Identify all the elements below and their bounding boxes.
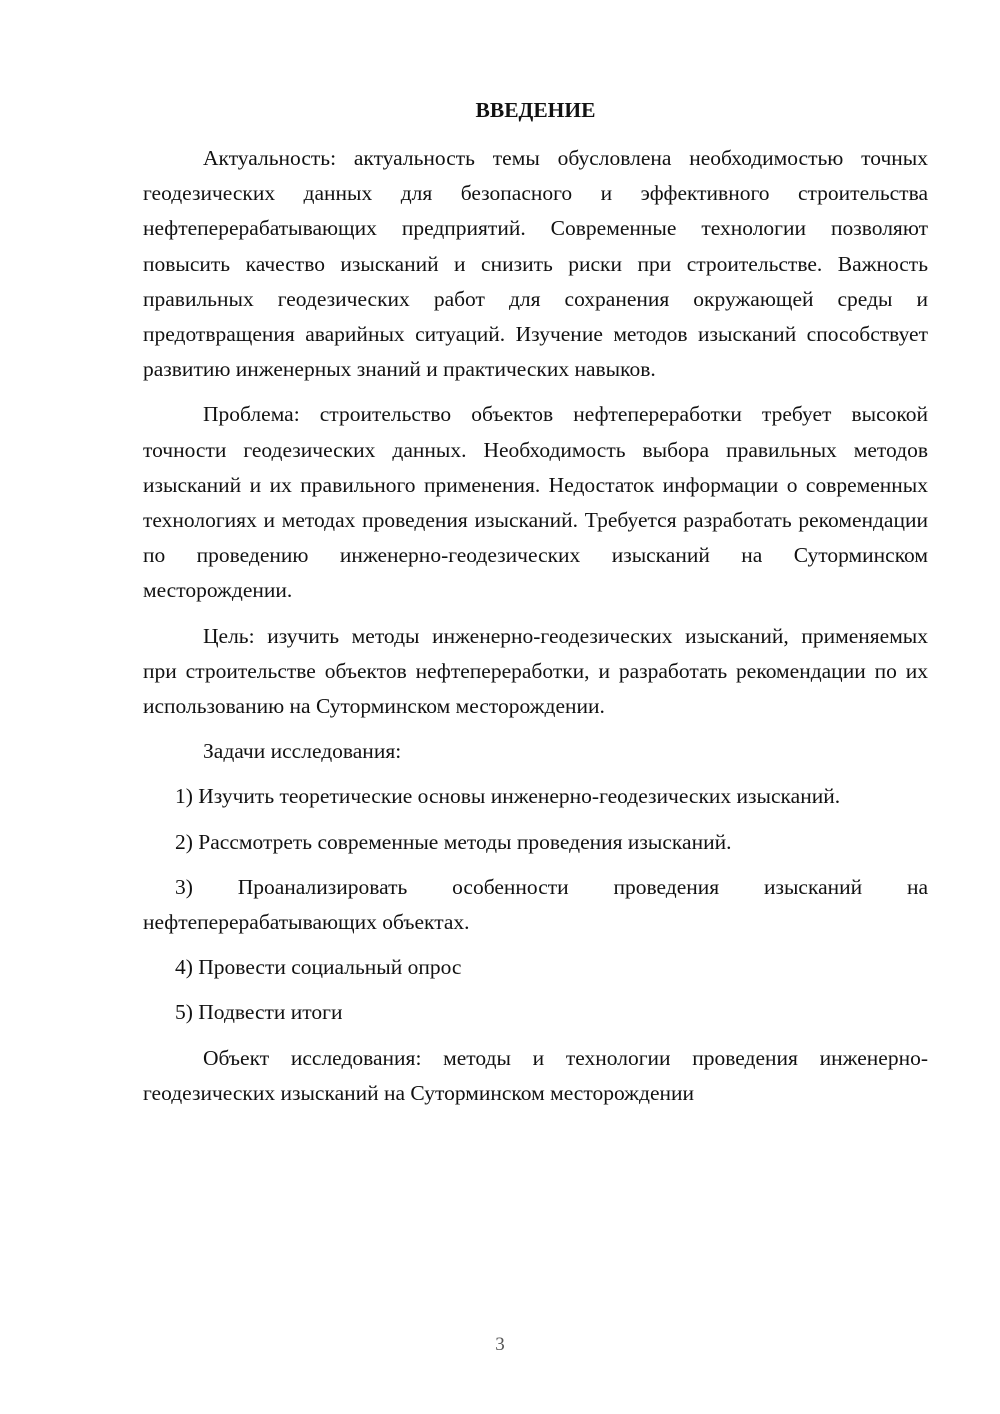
- task-item-5: 5) Подвести итоги: [175, 1000, 343, 1025]
- goal-paragraph: Цель: изучить методы инженерно-геодезических изысканий, применяемых при строительстве объектов нефтепереработки, и разработать рекомендации по их использованию на Суторминском месторождении.: [143, 623, 928, 719]
- task-item-4: 4) Провести социальный опрос: [175, 955, 462, 980]
- relevance-paragraph: Актуальность: актуальность темы обусловлена необходимостью точных геодезических данных для безопасного и эффективного строительства нефтеперерабатывающих предприятий. Современные технологии позволяют повысить качество изысканий и снизить риски при строительстве. Важность правильных геодезических работ для сохранения окружающей среды и предотвращения аварийных ситуаций. Изучение методов изысканий способствует развитию инженерных знаний и практических навыков.: [143, 146, 928, 382]
- task-item-1: 1) Изучить теоретические основы инженерно-геодезических изысканий.: [175, 784, 841, 809]
- section-title: ВВЕДЕНИЕ: [475, 98, 596, 122]
- task-item-2: 2) Рассмотреть современные методы проведения изысканий.: [175, 829, 732, 854]
- problem-paragraph: Проблема: строительство объектов нефтепереработки требует высокой точности геодезических данных. Необходимость выбора правильных методов изысканий и их правильного применения. Недостаток информации о современных технологиях и методах проведения изысканий. Требуется разработать рекомендации по проведению инженерно-геодезических изысканий на Суторминском месторождении.: [143, 402, 928, 603]
- object-paragraph: Объект исследования: методы и технологии проведения инженерно-геодезических изысканий на Суторминском месторождении: [143, 1045, 928, 1105]
- document-page: [143, 92, 928, 1121]
- tasks-heading: Задачи исследования:: [203, 739, 402, 764]
- task-item-3: 3) Проанализировать особенности проведения изысканий на нефтеперерабатывающих объектах.: [143, 874, 928, 935]
- page-number: 3: [495, 1334, 505, 1355]
